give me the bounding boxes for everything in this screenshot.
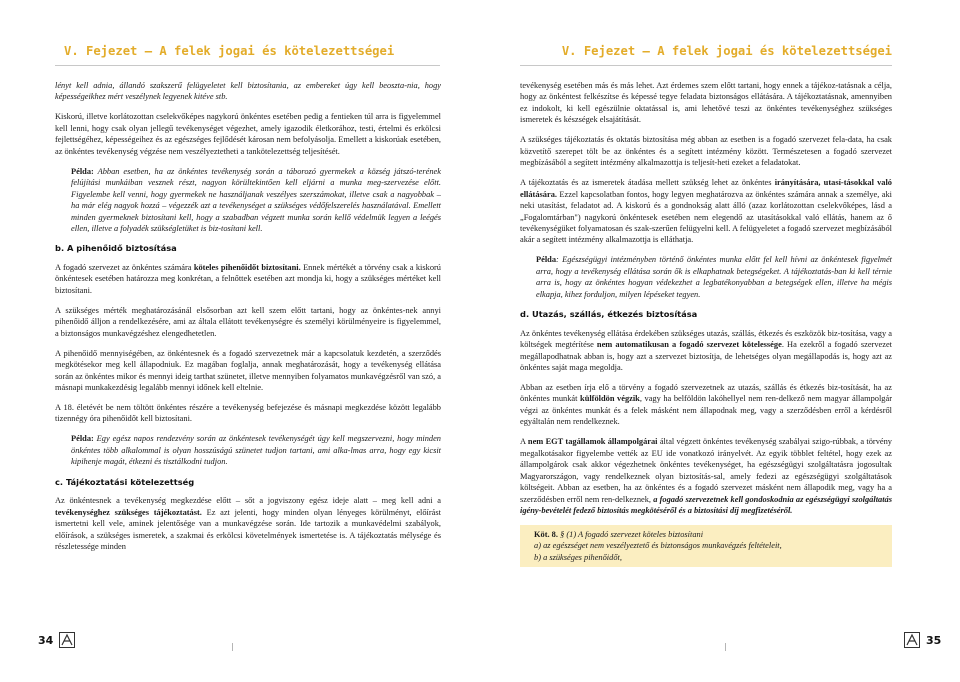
crop-mark: [725, 643, 726, 651]
paragraph: Abban az esetben írja elő a törvény a fogadó szervezetnek az utazás, szállás és étkezés biz-tosítását, ha az önkéntes munkát külföldön végzik, vagy ha belföldön lakóhellyel nem ren-delkező nem magyar állampolgár végzi az önkéntes munkát és a felek másként nem állapodnak meg, vagy a szerződésben erről a kérdésről egyáltalán nem rendelkeznek.: [520, 382, 892, 427]
page-footer: [904, 632, 941, 648]
continued-paragraph: lényt kell adnia, állandó szakszerű felügyeletet kell biztosítania, az embereket úgy kell beoszta-nia, hogy képességeikhez mért veszélynek legyenek kitéve stb.: [55, 81, 441, 102]
example-text: Egy egész napos rendezvény során az önkéntesek tevékenységét úgy kell megszervezni, hogy minden önkéntes több alkalommal is olyan hosszúságú szünetet tudjon tartani, ami alka-lmas arra, hogy egy kicsit kipihenje magát, étkezni és tisztálkodni tudjon.: [71, 434, 441, 467]
section-heading-b: b. A pihenőidő biztosítása: [55, 243, 177, 254]
example-label: Példa:: [71, 434, 94, 444]
example-label: Példa: [536, 255, 557, 265]
crop-mark: [232, 643, 233, 651]
paragraph: A szükséges mérték meghatározásánál elsősorban azt kell szem előtt tartani, hogy az önkéntes-nek annyi pihenőidő álljon a rendelkezésére, ami az általa ellátott tevékenységre és személyi körülményeire is figyelemmel, a biztonságos munkavégzéshez elengedhetetlen.: [55, 305, 441, 338]
section-heading-d: d. Utazás, szállás, étkezés biztosítása: [520, 309, 698, 320]
right-text-column: [520, 80, 892, 567]
paragraph: A nem EGT tagállamok állampolgárai által végzett önkéntes tevékenység szabályai szigo-rúbbak, a törvény megalkotásakor figyelembe vették az EU ide vonatkozó irányelvét. Az egyik többlet feltétel, hogy ezek az állampolgárok csak akkor végezhetnek önkéntes tevékenységet, ha egészségügyi szolgáltatásra jogosultak Magyarországon, vagy rendelkeznek olyan biztosítás-sal, amely fedezi az egészségügyi szolgáltatások költségeit. Abban az esetben, ha az önkéntes és a fogadó szervezet másként nem állapodik meg, vagy ha a szerződésben erről nem ren-delkeznek, a fogadó szervezetnek kell gondoskodnia az egészségügyi szolgáltatás igény-bevételét fedező biztosítás megkötéséről és a biztosítási díj megfizetéséről.: [520, 437, 892, 515]
example-text: : Egészségügyi intézményben történő önkéntes munka előtt fel kell hívni az önkéntesek figyelmét arra, hogy a tevékenység ellátása során ők is elkaphatnak betegségeket. A tájékoztatás-ban ki kell térnie arra is, hogy az önkéntes hogyan védekezhet a legbatékonyabban a betegségek ellen, illetve ha mégis elkapja, kihez forduljon, milyen lépéseket tegyen.: [536, 255, 892, 299]
paragraph: tevékenység esetében más és más lehet. Azt érdemes szem előtt tartani, hogy ennek a tájékoz-tatásnak a célja, hogy az önkéntest felkészítse és képessé tegye feladata biztonságos ellátására. A tájékoztatásnak, amennyiben ez indokolt, ki kell egészülnie oktatással is, ami lehetővé teszi az önkéntes tevékenységhez szükséges ismeretek és készségek elsajátítását.: [520, 81, 892, 125]
page-footer: [38, 632, 75, 648]
example-paragraph: [55, 166, 441, 235]
law-excerpt-box: [520, 525, 892, 567]
page-number: 34: [38, 633, 54, 647]
example-text: Abban esetben, ha az önkéntes tevékenység során a táborozó gyermekek a község játszó-terének felújítási munkáiban vesznek részt, nagyon körültekintően kell eljárni a munka meg-szervezése előtt. Figyelembe kell venni, hogy gyermekek ne használjanak veszélyes szerszámokat, illetve csak a nagyobbak – ha már elég nagyok hozzá – végezzék azt a tevékenységet a szükséges védőfelszerelés használatával. Emellett minden gyermeknek biztosítani kell, hogy a szabadban végzett munka során kellő védelmük legyen a leégés ellen, illetve a folyadék szükségletüket is biz-tosítani kell.: [71, 166, 441, 233]
right-page: [480, 0, 960, 682]
paragraph: A 18. életévét be nem töltött önkéntes részére a tevékenység befejezése és másnapi megkezdése között legalább tizennégy óra pihenőidőt kell biztosítani.: [55, 402, 441, 424]
law-reference: Köt. 8.: [534, 529, 558, 539]
running-header: V. Fejezet – A felek jogai és kötelezettségei: [561, 44, 892, 58]
organization-logo-icon: [59, 632, 75, 648]
organization-logo-icon: [904, 632, 920, 648]
running-header: V. Fejezet – A felek jogai és kötelezettségei: [64, 44, 395, 58]
header-rule: [520, 65, 892, 66]
law-excerpt-line: a) az egészséget nem veszélyeztető és biztonságos munkavégzés feltételeit,: [534, 541, 782, 551]
law-excerpt-line: Köt. 8. § (1) A fogadó szervezet köteles biztosítani: [534, 529, 704, 539]
example-label: Példa:: [71, 166, 94, 176]
section-heading-c: c. Tájékoztatási kötelezettség: [55, 476, 195, 487]
paragraph: Az önkéntesnek a tevékenység megkezdése előtt – sőt a jogviszony egész ideje alatt – meg kell adni a tevékenységhez szükséges tájékoztatást. Ez azt jelenti, hogy minden olyan lényeges körülményt, előírást ismertetni kell vele, aminek jelentősége van a munkavégzése során. Ide tartozik a munkavédelmi szabályok, előírások, a szükséges ismeretek, a szakmai és erkölcsi követelmények ismertetése is. A tájékoztatás mélysége és részletessége minden: [55, 496, 441, 551]
example-paragraph: [520, 254, 892, 300]
page-number: 35: [926, 633, 942, 647]
paragraph: A fogadó szervezet az önkéntes számára köteles pihenőidőt biztosítani. Ennek mértékét a törvény csak a kiskorú önkéntesek esetében határozza meg konkrétan, a felnőttek esetében azt mondja ki, hogy a szükséges mértéket kell biztosítani.: [55, 262, 441, 295]
paragraph: Az önkéntes tevékenység ellátása érdekében szükséges utazás, szállás, étkezés és eszközök biz-tosítása, vagy a költségek megtérítése nem automatikusan a fogadó szervezet kötelessége. Ha ezekről a fogadó szervezet megállapodhatnak abban is, hogy azt a szervezet biztosítja, de lehetséges olyan megállapodás is, hogy azt az önkéntes saját maga megoldja.: [520, 328, 892, 373]
paragraph: A tájékoztatás és az ismeretek átadása mellett szükség lehet az önkéntes irányítására, utasí-tásokkal való ellátására. Ezzel kapcsolatban fontos, hogy legyen meghatározva az önkéntes számára annak a személye, aki neki utasítást, feladatot ad. A kiskorú és a gondnokság alatt álló (azaz korlátozottan cselekvőképes, lásd a „Fogalomtárban") nagykorú önkéntesek esetében nem elegendő az utasításokkal való ellátás, hanem az ő tevékenységüket folyamatosan és szak-szerűen felügyelni kell. A felügyeletet a fogadó szervezet megbízásából akár a segített intézmény alkalmazottja is elláthatja.: [520, 178, 892, 245]
header-rule: [55, 65, 440, 66]
law-excerpt-line: b) a szükséges pihenőidőt,: [534, 552, 622, 562]
paragraph: A szükséges tájékoztatás és oktatás biztosítása még abban az esetben is a fogadó szervezet fela-data, ha csak közvetítő szerepet tölt be az önkéntes és a segített intézmény között. Természetesen a fogadó szervezet megbízásából a segített intézmény alkalmazottja is teljesít-heti ezeket a feladatokat.: [520, 135, 892, 168]
left-text-column: [55, 80, 441, 552]
example-paragraph: [55, 433, 441, 467]
paragraph: A pihenőidő mennyiségében, az önkéntesnek és a fogadó szervezetnek már a kapcsolatuk kezdetén, a szerződés megkötésekor meg kell állapodniuk. Ez magában foglalja, annak meghatározását, hogy a tevékenység ellátása során az önkéntes mikor és mennyi ideig tarthat szünetet, illetve mennyiben folyamatos munkavégzésről van szó, a másnapi munkakezdésig legalább mennyi időnek kell eltelnie.: [55, 348, 441, 392]
paragraph: Kiskorú, illetve korlátozottan cselekvőképes nagykorú önkéntes esetében pedig a fentieken túl arra is figyelemmel kell lenni, hogy csak olyan jellegű tevékenységet végezhet, amely igazodik életkorához, testi, értelmi és erkölcsi fejlettségéhez, képességeihez és az egészséges fejlődését károsan nem befolyásolja. Emellett a kiskorúak esetében, az önkéntes tevékenység végzése nem veszélyeztetheti a tankötelezettség teljesítését.: [55, 112, 441, 156]
